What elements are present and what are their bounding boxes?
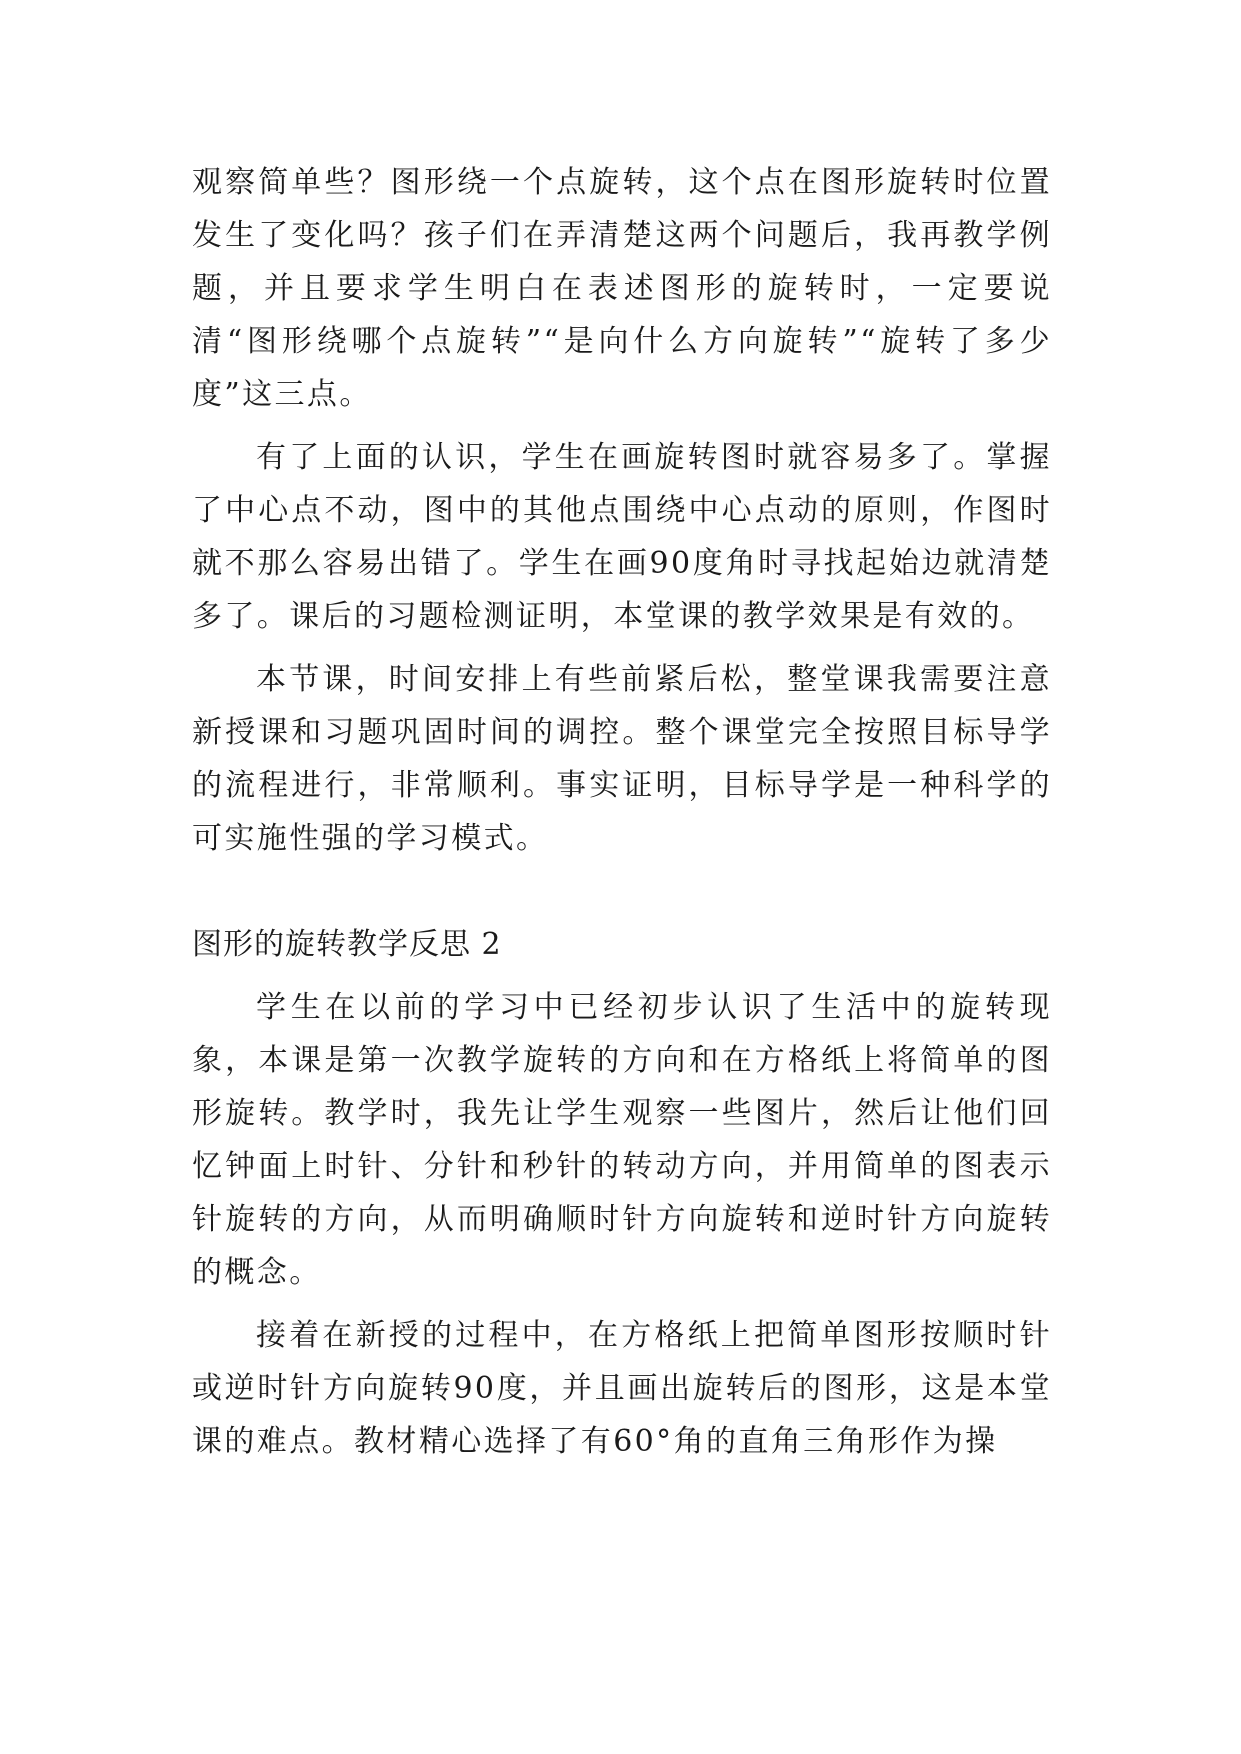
section-title: 图形的旋转教学反思 2 bbox=[192, 927, 502, 962]
paragraph-3: 本节课，时间安排上有些前紧后松，整堂课我需要注意新授课和习题巩固时间的调控。整个课堂完全按照目标导学的流程进行，非常顺利。事实证明，目标导学是一种科学的可实施性强的学习模式。 bbox=[192, 662, 1052, 856]
document-page bbox=[192, 156, 1052, 1468]
paragraph-2: 有了上面的认识，学生在画旋转图时就容易多了。掌握了中心点不动，图中的其他点围绕中心点动的原则，作图时就不那么容易出错了。学生在画90度角时寻找起始边就清楚多了。课后的习题检测证明，本堂课的教学效果是有效的。 bbox=[192, 440, 1052, 634]
paragraph-4: 学生在以前的学习中已经初步认识了生活中的旋转现象，本课是第一次教学旋转的方向和在方格纸上将简单的图形旋转。教学时，我先让学生观察一些图片，然后让他们回忆钟面上时针、分针和秒针的转动方向，并用简单的图表示针旋转的方向，从而明确顺时针方向旋转和逆时针方向旋转的概念。 bbox=[192, 990, 1052, 1290]
paragraph-5: 接着在新授的过程中，在方格纸上把简单图形按顺时针或逆时针方向旋转90度，并且画出旋转后的图形，这是本堂课的难点。教材精心选择了有60°角的直角三角形作为操 bbox=[192, 1318, 1052, 1459]
paragraph-1: 观察简单些？图形绕一个点旋转，这个点在图形旋转时位置发生了变化吗？孩子们在弄清楚这两个问题后，我再教学例题，并且要求学生明白在表述图形的旋转时，一定要说清“图形绕哪个点旋转”“是向什么方向旋转”“旋转了多少度”这三点。 bbox=[192, 165, 1052, 412]
